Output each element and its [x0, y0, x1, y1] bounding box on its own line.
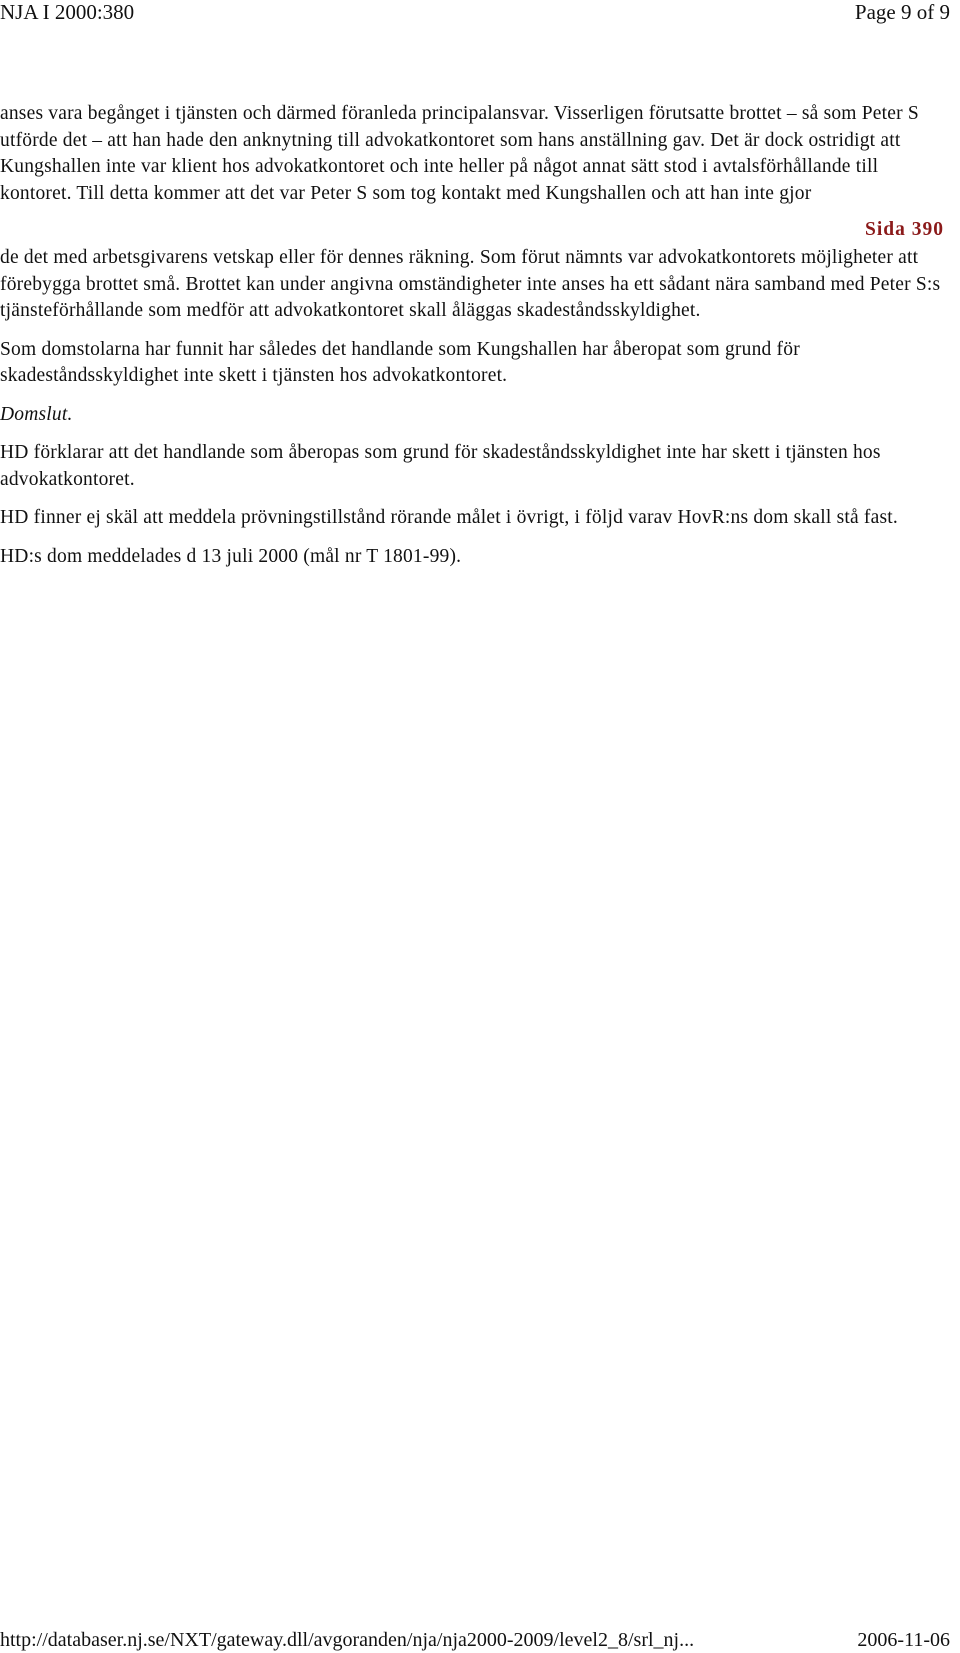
print-date: 2006-11-06: [857, 1629, 950, 1651]
paragraph-domstolarna: Som domstolarna har funnit har således det handlande som Kungshallen har åberopat som grund för skadeståndsskyldighet inte skett i tjänsten hos advokatkontoret.: [0, 338, 800, 386]
page-number: Page 9 of 9: [854, 0, 950, 24]
source-url: http://databaser.nj.se/NXT/gateway.dll/avgoranden/nja/nja2000-2009/level2_8/srl_nj...: [0, 1629, 695, 1651]
page-footer: [0, 1627, 960, 1653]
paragraph-continuation: de det med arbetsgivarens vetskap eller för dennes räkning. Som förut nämnts var advokatkontorets möjligheter att förebygga brottet små. Brottet kan under angivna omständigheter inte anses ha ett sådant nära samband med Peter S:s tjänsteförhållande som medför att advokatkontoret skall åläggas skadeståndsskyldighet.: [0, 247, 941, 321]
domslut-heading: Domslut.: [0, 403, 73, 425]
document-id: NJA I 2000:380: [0, 0, 135, 24]
paragraph-hd-forklarar: HD förklarar att det handlande som åberopas som grund för skadeståndsskyldighet inte har skett i tjänsten hos advokatkontoret.: [0, 442, 881, 490]
paragraph-dom-meddelad: HD:s dom meddelades d 13 juli 2000 (mål nr T 1801-99).: [0, 545, 462, 567]
page-marker-sida: Sida 390: [865, 219, 944, 240]
paragraph-principalansvar: anses vara begånget i tjänsten och därmed föranleda principalansvar. Visserligen förutsatte brottet – så som Peter S utförde det – att han hade den anknytning till advokatkontoret som hans anställning gav. Det är dock ostridigt att Kungshallen inte var klient hos advokatkontoret och inte heller på något annat sätt stod i avtalsförhållande till kontoret. Till detta kommer att det var Peter S som tog kontakt med Kungshallen och att han inte gjor: [0, 103, 919, 204]
paragraph-hd-finner: HD finner ej skäl att meddela prövningstillstånd rörande målet i övrigt, i följd varav HovR:ns dom skall stå fast.: [0, 507, 898, 528]
page-header: [0, 0, 960, 24]
document-body: [0, 101, 950, 582]
